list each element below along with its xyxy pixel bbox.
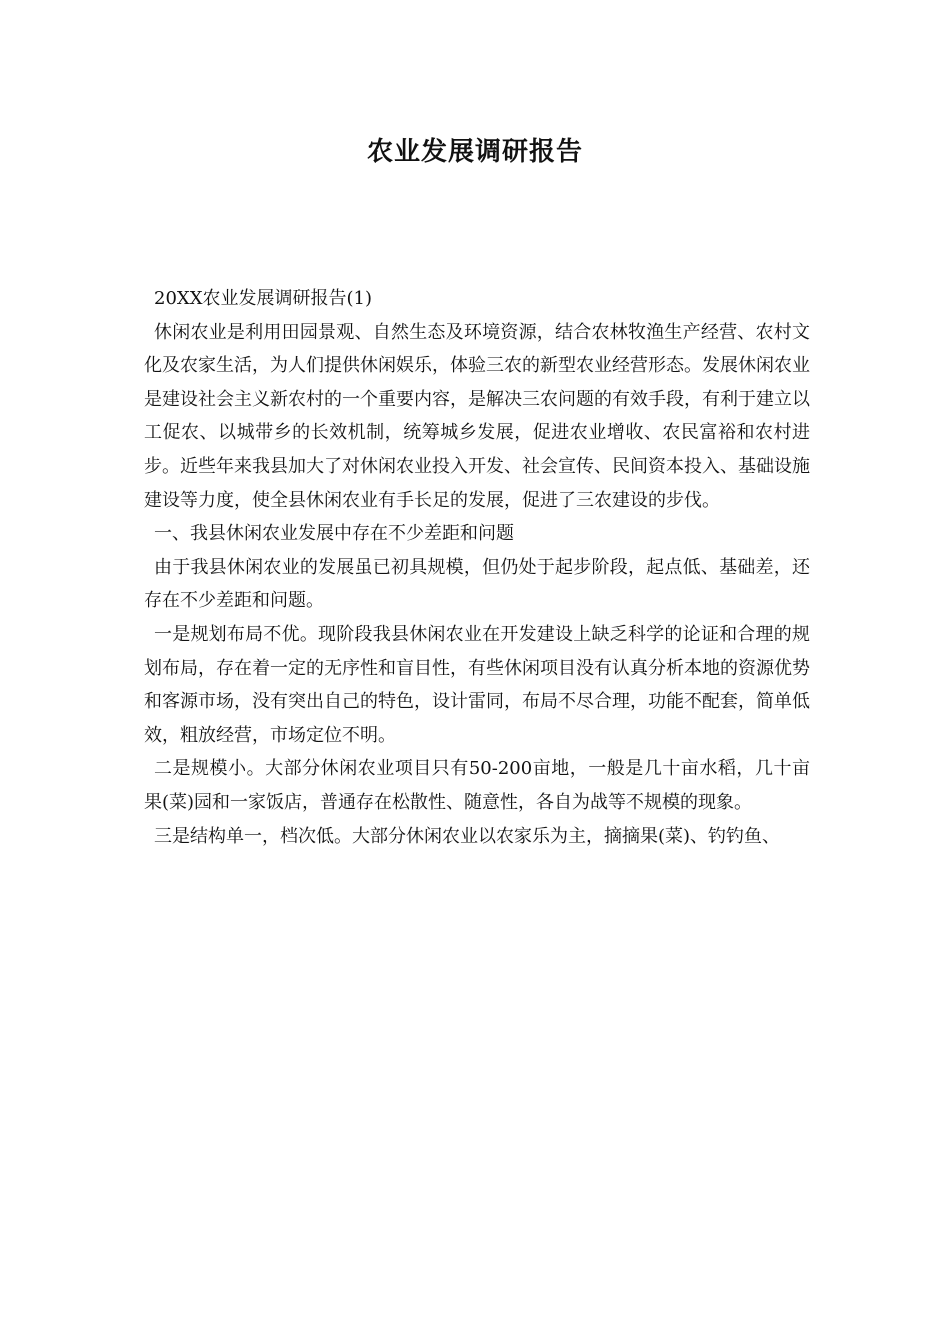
document-body xyxy=(144,282,810,853)
paragraph-report-subtitle: 20XX农业发展调研报告(1) xyxy=(154,288,373,309)
section-heading-problems: 一、我县休闲农业发展中存在不少差距和问题 xyxy=(154,523,514,545)
paragraph-introduction: 休闲农业是利用田园景观、自然生态及环境资源，结合农林牧渔生产经营、农村文化及农家生活，为人们提供休闲娱乐，体验三农的新型农业经营形态。发展休闲农业是建设社会主义新农村的一个重要内容，是解决三农问题的有效手段，有利于建立以工促农、以城带乡的长效机制，统筹城乡发展，促进农业增收、农民富裕和农村进步。近些年来我县加大了对休闲农业投入开发、社会宣传、民间资本投入、基础设施建设等力度，使全县休闲农业有手长足的发展，促进了三农建设的步伐。 xyxy=(144,321,810,511)
paragraph-problem-planning: 一是规划布局不优。现阶段我县休闲农业在开发建设上缺乏科学的论证和合理的规划布局，存在着一定的无序性和盲目性，有些休闲项目没有认真分析本地的资源优势和客源市场，没有突出自己的特色，设计雷同，布局不尽合理，功能不配套，简单低效，粗放经营，市场定位不明。 xyxy=(144,623,810,746)
paragraph-problems-overview: 由于我县休闲农业的发展虽已初具规模，但仍处于起步阶段，起点低、基础差，还存在不少差距和问题。 xyxy=(144,556,810,612)
paragraph-problem-structure: 三是结构单一，档次低。大部分休闲农业以农家乐为主，摘摘果(菜)、钓钓鱼、 xyxy=(154,825,781,847)
document-title: 农业发展调研报告 xyxy=(366,137,583,167)
paragraph-problem-scale: 二是规模小。大部分休闲农业项目只有50-200亩地，一般是几十亩水稻，几十亩果(菜)园和一家饭店，普通存在松散性、随意性，各自为战等不规模的现象。 xyxy=(144,758,810,813)
